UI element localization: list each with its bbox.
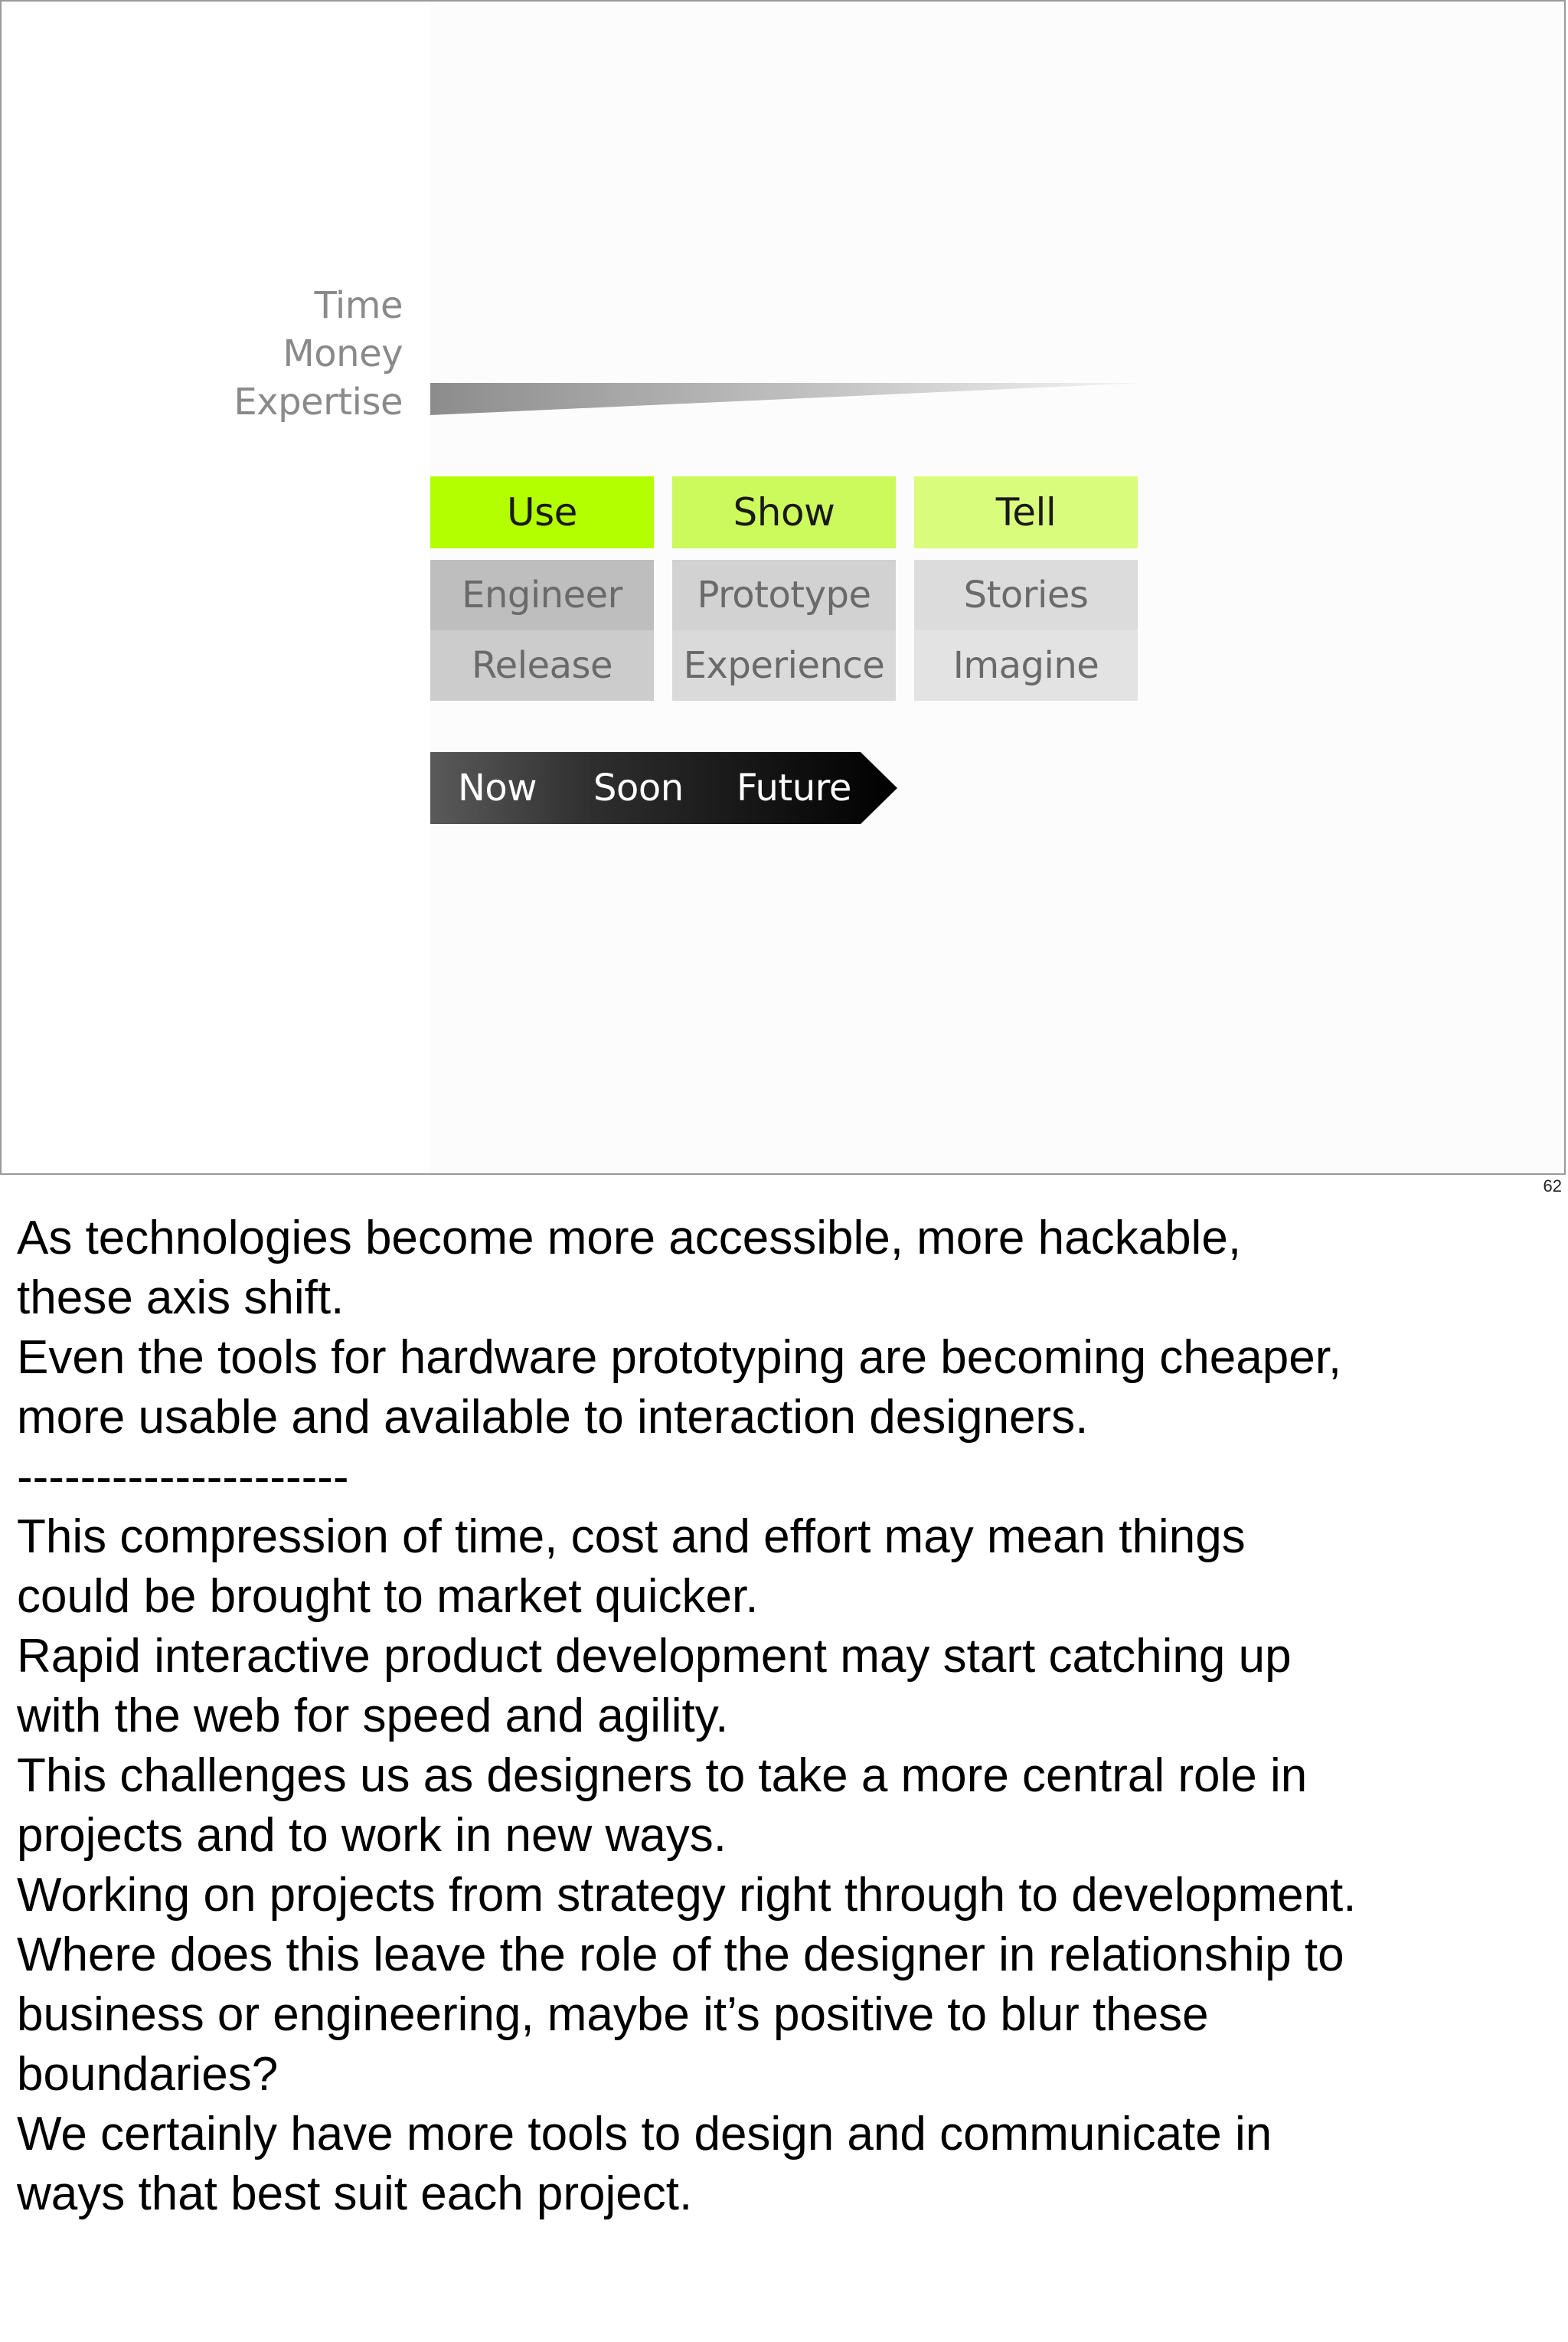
speaker-notes <box>17 1209 1556 2224</box>
notes-line: This challenges us as designers to take a more central role in <box>17 1749 1308 1802</box>
notes-line: This compression of time, cost and effort may mean things <box>17 1510 1246 1563</box>
timeline-label-future: Future <box>737 767 851 810</box>
column-heading-show: Show <box>672 476 896 548</box>
tapering-scale-wedge <box>430 383 1142 415</box>
notes-line: boundaries? <box>17 2048 279 2101</box>
notes-line: projects and to work in new ways. <box>17 1809 727 1862</box>
cell-prototype: Prototype <box>672 560 896 630</box>
notes-line: these axis shift. <box>17 1271 345 1324</box>
axis-label-money: Money <box>283 332 403 375</box>
notes-divider: --------------------- <box>17 1451 349 1503</box>
page-number: 62 <box>1543 1176 1562 1196</box>
notes-line: could be brought to market quicker. <box>17 1570 759 1623</box>
axis-label-expertise: Expertise <box>234 381 403 424</box>
notes-line: Where does this leave the role of the designer in relationship to <box>17 1928 1344 1981</box>
cell-imagine: Imagine <box>914 630 1138 701</box>
cell-release: Release <box>430 630 654 701</box>
cell-stories: Stories <box>914 560 1138 630</box>
notes-line: business or engineering, maybe it’s positive to blur these <box>17 1988 1209 2041</box>
timeline-arrow <box>430 752 897 824</box>
cell-experience: Experience <box>672 630 896 701</box>
column-heading-tell: Tell <box>914 476 1138 548</box>
notes-line: We certainly have more tools to design and communicate in <box>17 2108 1272 2160</box>
axis-labels <box>155 282 403 427</box>
notes-line: more usable and available to interaction designers. <box>17 1391 1089 1444</box>
notes-line: Working on projects from strategy right through to development. <box>17 1869 1357 1922</box>
notes-line: Even the tools for hardware prototyping are becoming cheaper, <box>17 1331 1342 1384</box>
timeline-label-now: Now <box>458 767 537 810</box>
cell-engineer: Engineer <box>430 560 654 630</box>
axis-label-time: Time <box>314 284 403 327</box>
notes-line: with the web for speed and agility. <box>17 1689 729 1742</box>
column-heading-use: Use <box>430 476 654 548</box>
notes-line: Rapid interactive product development may start catching up <box>17 1630 1292 1683</box>
notes-line: As technologies become more accessible, more hackable, <box>17 1212 1242 1264</box>
notes-line: ways that best suit each project. <box>17 2167 693 2220</box>
timeline-label-soon: Soon <box>593 767 684 810</box>
